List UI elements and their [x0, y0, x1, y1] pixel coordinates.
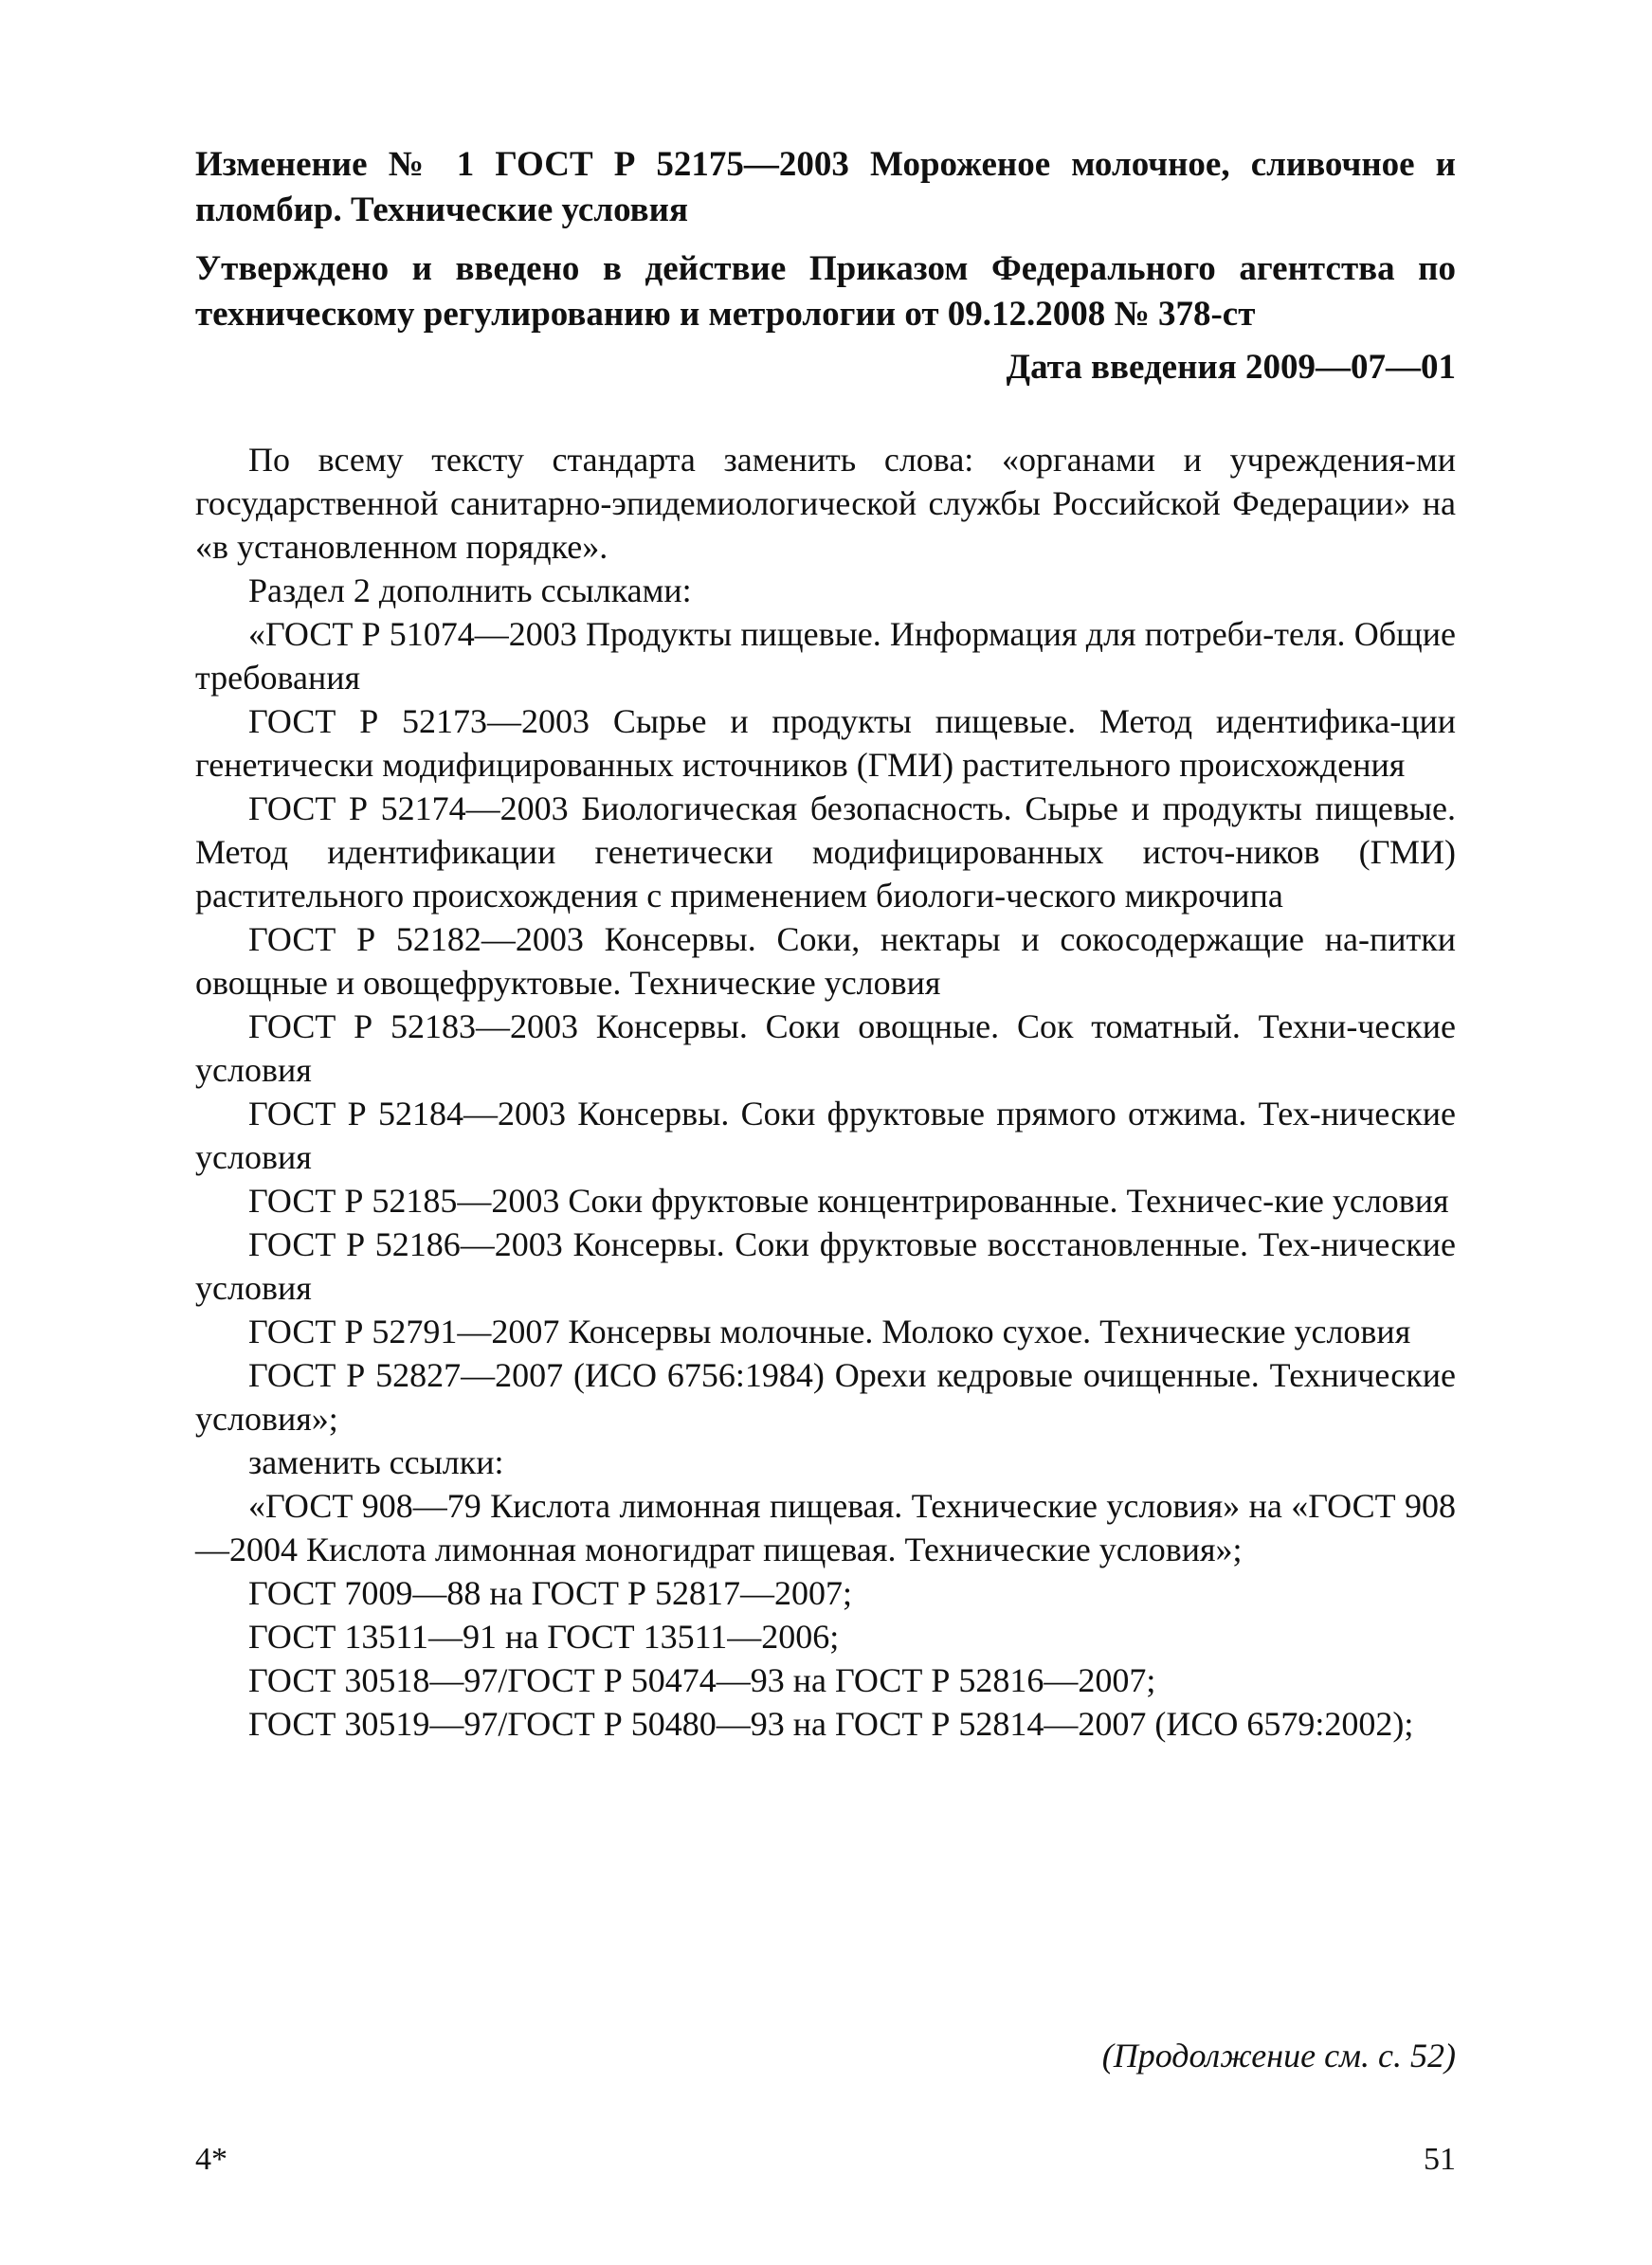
paragraph: ГОСТ 7009—88 на ГОСТ Р 52817—2007;	[248, 1574, 852, 1612]
page-number: 51	[1424, 2142, 1456, 2177]
effective-date: Дата введения 2009—07—01	[1006, 348, 1456, 387]
paragraph: заменить ссылки:	[248, 1443, 504, 1481]
paragraph: Раздел 2 дополнить ссылками:	[248, 571, 692, 609]
paragraph: ГОСТ 30519—97/ГОСТ Р 50480—93 на ГОСТ Р 52814—2007 (ИСО 6579:2002);	[248, 1705, 1414, 1743]
continuation-note: (Продолжение см. с. 52)	[1101, 2037, 1456, 2075]
paragraph: «ГОСТ Р 51074—2003 Продукты пищевые. Информация для потреби-теля. Общие требования	[195, 615, 1456, 697]
signature-mark: 4*	[195, 2142, 227, 2177]
paragraph: ГОСТ 13511—91 на ГОСТ 13511—2006;	[248, 1618, 840, 1656]
paragraph: ГОСТ Р 52182—2003 Консервы. Соки, нектары и сокосодержащие на-питки овощные и овощефруктовые. Технические условия	[195, 920, 1456, 1002]
approval-statement: Утверждено и введено в действие Приказом Федерального агентства по техническому регулированию и метрологии от 09.12.2008 № 378-ст	[195, 249, 1456, 334]
paragraph: «ГОСТ 908—79 Кислота лимонная пищевая. Технические условия» на «ГОСТ 908—2004 Кислота лимонная моногидрат пищевая. Технические условия»;	[195, 1487, 1456, 1568]
paragraph: ГОСТ Р 52173—2003 Сырье и продукты пищевые. Метод идентифика-ции генетически модифицированных источников (ГМИ) растительного происхождения	[195, 702, 1456, 784]
paragraph: ГОСТ Р 52186—2003 Консервы. Соки фруктовые восстановленные. Тех-нические условия	[195, 1225, 1456, 1307]
paragraph: ГОСТ Р 52827—2007 (ИСО 6756:1984) Орехи кедровые очищенные. Технические условия»;	[195, 1356, 1456, 1438]
amendment-title: Изменение № 1 ГОСТ Р 52175—2003 Мороженое молочное, сливочное и пломбир. Технические условия	[195, 145, 1456, 229]
amendment-body	[195, 438, 1456, 1746]
paragraph: ГОСТ Р 52791—2007 Консервы молочные. Молоко сухое. Технические условия	[248, 1313, 1411, 1350]
paragraph: ГОСТ Р 52184—2003 Консервы. Соки фруктовые прямого отжима. Тех-нические условия	[195, 1095, 1456, 1176]
paragraph: ГОСТ Р 52185—2003 Соки фруктовые концентрированные. Техничес-кие условия	[248, 1182, 1449, 1220]
paragraph: ГОСТ 30518—97/ГОСТ Р 50474—93 на ГОСТ Р 52816—2007;	[248, 1661, 1156, 1699]
paragraph: По всему тексту стандарта заменить слова: «органами и учреждения-ми государственной санитарно-эпидемиологической службы Российской Федерации» на «в установленном порядке».	[195, 441, 1456, 566]
page-content	[195, 142, 1456, 1746]
paragraph: ГОСТ Р 52174—2003 Биологическая безопасность. Сырье и продукты пищевые. Метод идентификации генетически модифицированных источ-ников (ГМИ) растительного происхождения с применением биологи-ческого микрочипа	[195, 789, 1456, 915]
paragraph: ГОСТ Р 52183—2003 Консервы. Соки овощные. Сок томатный. Техни-ческие условия	[195, 1007, 1456, 1089]
